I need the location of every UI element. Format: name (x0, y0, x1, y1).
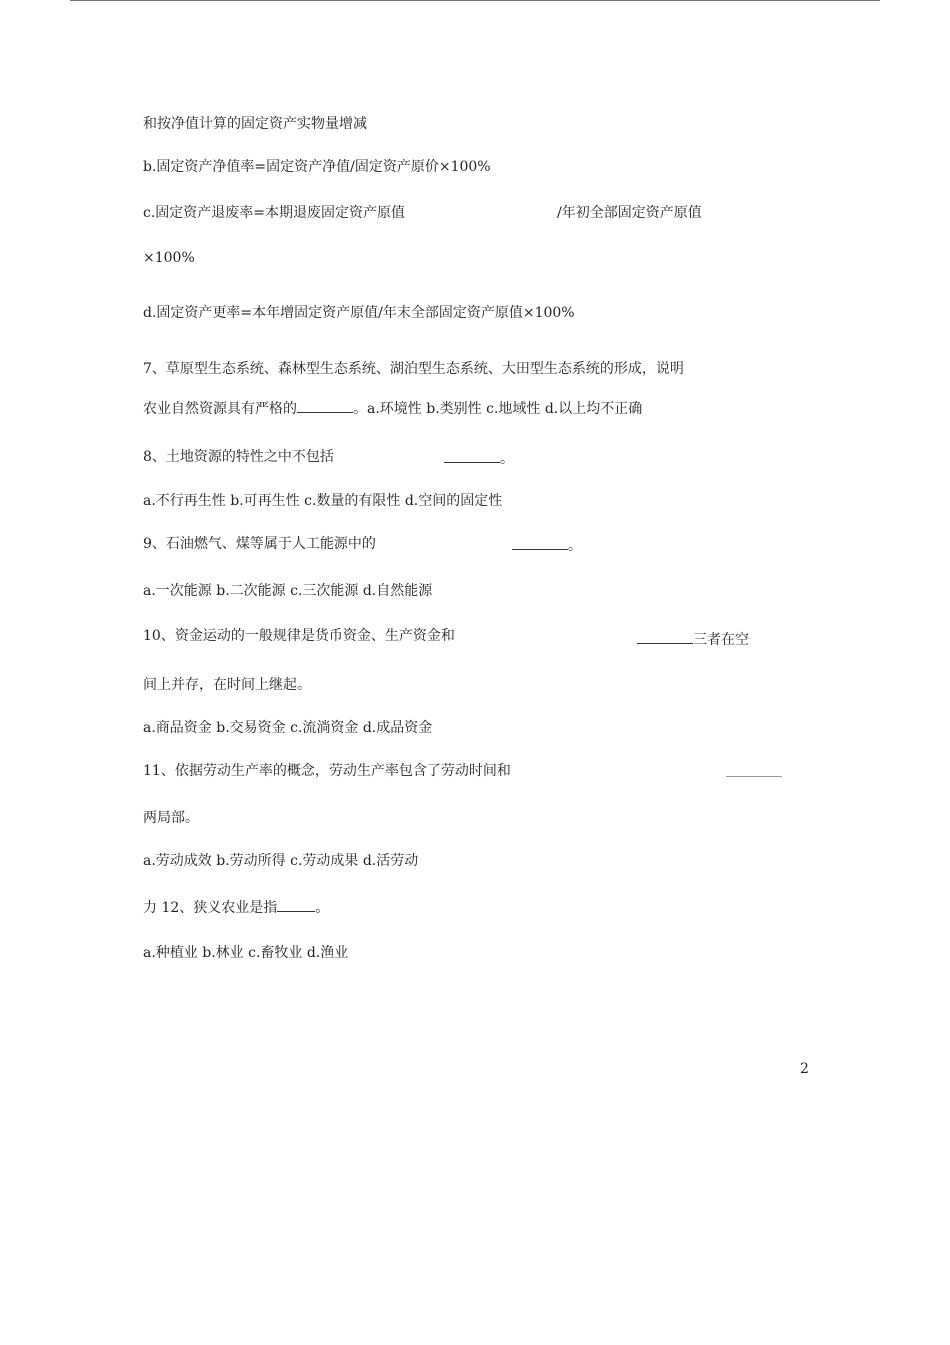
answer-blank (512, 535, 568, 550)
text-line: c.固定资产退废率=本期退废固定资产原值 (143, 205, 406, 221)
question-9: 9、石油燃气、煤等属于人工能源中的 (143, 536, 376, 552)
question-11-options: a.劳动成效 b.劳动所得 c.劳动成果 d.活劳动 (143, 853, 419, 869)
question-10-cont: 间上并存，在时间上继起。 (143, 677, 311, 693)
text: 。 (315, 900, 330, 916)
text-line: d.固定资产更率=本年增固定资产原值/年末全部固定资产原值×100% (143, 305, 575, 321)
answer-blank (297, 398, 353, 413)
text: 。a.环境性 b.类别性 c.地域性 d.以上均不正确 (353, 401, 643, 417)
text-line: 和按净值计算的固定资产实物量增减 (143, 116, 367, 132)
text-line: b.固定资产净值率=固定资产净值/固定资产原价×100% (143, 159, 491, 175)
answer-blank (637, 629, 693, 644)
question-9-options: a.一次能源 b.二次能源 c.三次能源 d.自然能源 (143, 583, 433, 599)
question-11: 11、依据劳动生产率的概念，劳动生产率包含了劳动时间和 (143, 763, 511, 779)
question-8-options: a.不行再生性 b.可再生性 c.数量的有限性 d.空间的固定性 (143, 493, 503, 509)
question-9-blank (512, 535, 582, 555)
question-12 (143, 897, 329, 917)
answer-blank (726, 762, 782, 777)
text-line: /年初全部固定资产原值 (557, 205, 702, 221)
question-10: 10、资金运动的一般规律是货币资金、生产资金和 (143, 628, 455, 644)
text: 。 (500, 451, 514, 467)
text: 农业自然资源具有严格的 (143, 401, 297, 417)
answer-blank (444, 448, 500, 463)
top-rule (70, 0, 880, 1)
question-8-blank (444, 448, 514, 468)
question-10-options: a.商品资金 b.交易资金 c.流淌资金 d.成品资金 (143, 720, 433, 736)
text-line: ×100% (143, 250, 195, 266)
question-11-cont: 两局部。 (143, 810, 199, 826)
text: 力 12、狭义农业是指 (143, 900, 278, 916)
answer-blank (277, 897, 315, 912)
question-11-blank (726, 762, 782, 782)
question-7-cont (143, 398, 642, 418)
question-10-blank (637, 629, 749, 649)
question-8: 8、土地资源的特性之中不包括 (143, 449, 334, 465)
question-12-options: a.种植业 b.林业 c.畜牧业 d.渔业 (143, 945, 349, 961)
page-number: 2 (800, 1061, 809, 1077)
text: 三者在空 (693, 632, 749, 648)
question-7: 7、草原型生态系统、森林型生态系统、湖泊型生态系统、大田型生态系统的形成，说明 (143, 361, 684, 377)
text: 。 (568, 538, 582, 554)
